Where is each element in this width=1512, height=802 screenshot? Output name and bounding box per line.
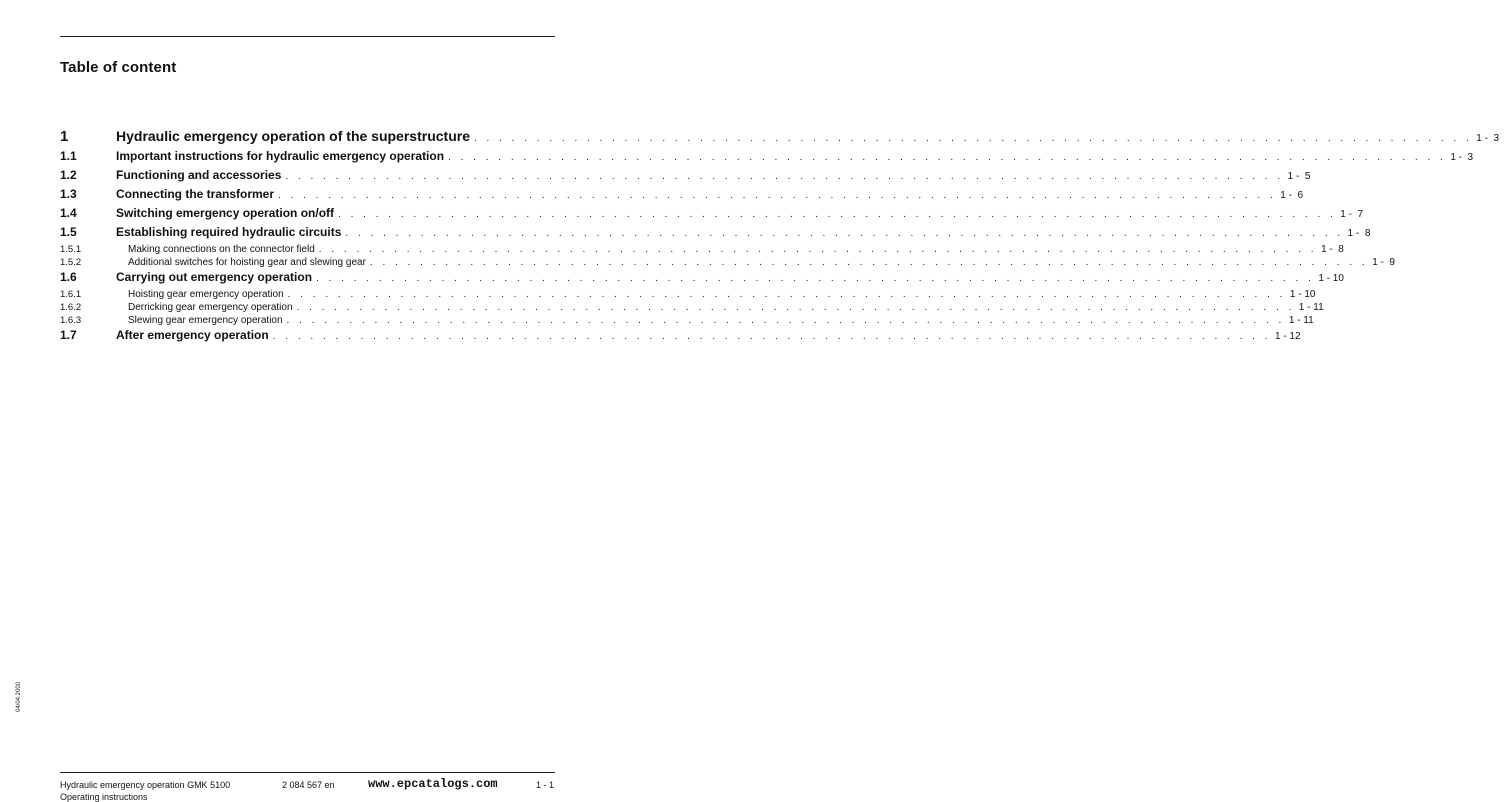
toc-entry-page: 1 - 11: [1298, 302, 1324, 313]
page-footer: [0, 772, 579, 802]
toc-dot-leader: . . . . . . . . . . . . . . . . . . . . . . . . . . . . . . . . . . . . . . . . . . . . . . . . . . . . . . . . . . . . . . . . . . . . . . . . . . . . . . . .: [448, 152, 1447, 163]
toc-entry[interactable]: [60, 289, 1316, 302]
toc-dot-leader: . . . . . . . . . . . . . . . . . . . . . . . . . . . . . . . . . . . . . . . . . . . . . . . . . . . . . . . . . . . . . . . . . . . . . . . . . . . . . . . .: [318, 244, 1318, 255]
toc-entry-number: 1.6: [60, 270, 77, 284]
toc-entry-page: 1 - 3: [1476, 133, 1500, 144]
toc-entry-title: Slewing gear emergency operation: [128, 315, 283, 326]
toc-entry-page: 1 - 11: [1288, 315, 1314, 326]
page-title: Table of content: [60, 59, 177, 76]
toc-entry[interactable]: [60, 149, 1474, 168]
toc-entry[interactable]: [60, 270, 1344, 289]
side-date-code: 04/04.2000: [16, 681, 22, 712]
toc-entry[interactable]: [60, 187, 1304, 206]
toc-entry-number: 1.6.1: [60, 289, 82, 300]
toc-entry-title: Hydraulic emergency operation of the superstructure: [116, 128, 470, 144]
toc-entry-number: 1.6.3: [60, 315, 82, 326]
toc-dot-leader: . . . . . . . . . . . . . . . . . . . . . . . . . . . . . . . . . . . . . . . . . . . . . . . . . . . . . . . . . . . . . . . . . . . . . . . . . . . . . . . .: [345, 228, 1344, 239]
toc-entry-title: Switching emergency operation on/off: [116, 206, 335, 220]
toc-entry-page: 1 - 9: [1372, 257, 1395, 268]
toc-dot-leader: . . . . . . . . . . . . . . . . . . . . . . . . . . . . . . . . . . . . . . . . . . . . . . . . . . . . . . . . . . . . . . . . . . . . . . . . . . . . . . . .: [473, 133, 1473, 144]
toc-entry-number: 1.5.2: [60, 257, 82, 268]
table-of-contents: [60, 124, 1500, 347]
toc-entry[interactable]: [60, 128, 1500, 149]
toc-entry-number: 1.2: [60, 168, 77, 182]
toc-entry-page: 1 - 10: [1289, 289, 1316, 300]
toc-dot-leader: . . . . . . . . . . . . . . . . . . . . . . . . . . . . . . . . . . . . . . . . . . . . . . . . . . . . . . . . . . . . . . . . . . . . . . . . . . . . . . . .: [272, 331, 1271, 342]
toc-entry-title: Making connections on the connector field: [128, 244, 315, 255]
toc-entry-page: 1 - 5: [1287, 171, 1311, 182]
toc-entry-title: Derricking gear emergency operation: [128, 302, 293, 313]
toc-entry-title: Functioning and accessories: [116, 168, 282, 182]
toc-entry[interactable]: [60, 206, 1364, 225]
toc-entry[interactable]: [60, 257, 1395, 270]
toc-entry-number: 1.3: [60, 187, 77, 201]
toc-entry[interactable]: [60, 328, 1301, 347]
toc-entry-number: 1.5.1: [60, 244, 82, 255]
toc-entry-title: Important instructions for hydraulic emergency operation: [116, 149, 445, 163]
toc-dot-leader: . . . . . . . . . . . . . . . . . . . . . . . . . . . . . . . . . . . . . . . . . . . . . . . . . . . . . . . . . . . . . . . . . . . . . . . . . . . . . . . .: [286, 315, 1285, 326]
toc-entry-page: 1 - 10: [1318, 273, 1344, 284]
toc-entry-title: Establishing required hydraulic circuits: [116, 225, 342, 239]
toc-dot-leader: . . . . . . . . . . . . . . . . . . . . . . . . . . . . . . . . . . . . . . . . . . . . . . . . . . . . . . . . . . . . . . . . . . . . . . . . . . . . . . . .: [296, 302, 1295, 313]
toc-dot-leader: . . . . . . . . . . . . . . . . . . . . . . . . . . . . . . . . . . . . . . . . . . . . . . . . . . . . . . . . . . . . . . . . . . . . . . . . . . . . . . . .: [285, 171, 1284, 182]
toc-entry-number: 1.5: [60, 225, 77, 239]
toc-entry-title: After emergency operation: [116, 328, 269, 342]
footer-website-watermark: www.epcatalogs.com: [368, 777, 498, 791]
toc-entry[interactable]: [60, 244, 1344, 257]
toc-entry-page: 1 - 3: [1450, 152, 1474, 163]
toc-entry[interactable]: [60, 315, 1314, 328]
toc-entry-page: 1 - 6: [1280, 190, 1304, 201]
toc-entry[interactable]: [60, 225, 1371, 244]
toc-dot-leader: . . . . . . . . . . . . . . . . . . . . . . . . . . . . . . . . . . . . . . . . . . . . . . . . . . . . . . . . . . . . . . . . . . . . . . . . . . . . . . . .: [369, 257, 1369, 268]
footer-manual-subtitle: Operating instructions: [60, 792, 148, 802]
toc-entry-page: 1 - 7: [1340, 209, 1364, 220]
toc-entry-title: Connecting the transformer: [116, 187, 275, 201]
toc-dot-leader: . . . . . . . . . . . . . . . . . . . . . . . . . . . . . . . . . . . . . . . . . . . . . . . . . . . . . . . . . . . . . . . . . . . . . . . . . . . . . . . .: [278, 190, 1277, 201]
toc-dot-leader: . . . . . . . . . . . . . . . . . . . . . . . . . . . . . . . . . . . . . . . . . . . . . . . . . . . . . . . . . . . . . . . . . . . . . . . . . . . . . . . .: [316, 273, 1315, 284]
toc-entry-page: 1 - 8: [1347, 228, 1371, 239]
toc-dot-leader: . . . . . . . . . . . . . . . . . . . . . . . . . . . . . . . . . . . . . . . . . . . . . . . . . . . . . . . . . . . . . . . . . . . . . . . . . . . . . . . .: [287, 289, 1286, 300]
footer-rule: [60, 772, 555, 773]
toc-dot-leader: . . . . . . . . . . . . . . . . . . . . . . . . . . . . . . . . . . . . . . . . . . . . . . . . . . . . . . . . . . . . . . . . . . . . . . . . . . . . . . . .: [338, 209, 1337, 220]
footer-page-number: 1 - 1: [536, 780, 555, 790]
footer-manual-title: Hydraulic emergency operation GMK 5100: [60, 780, 231, 790]
toc-entry-title: Hoisting gear emergency operation: [128, 289, 284, 300]
toc-entry-page: 1 - 12: [1274, 331, 1301, 342]
toc-entry-number: 1.1: [60, 149, 77, 163]
toc-entry-number: 1.6.2: [60, 302, 82, 313]
toc-entry-number: 1.7: [60, 328, 77, 342]
toc-entry[interactable]: [60, 168, 1311, 187]
toc-entry-number: 1.4: [60, 206, 77, 220]
toc-entry-number: 1: [60, 128, 69, 145]
toc-entry[interactable]: [60, 302, 1324, 315]
toc-entry-page: 1 - 8: [1321, 244, 1344, 255]
footer-document-number: 2 084 567 en: [282, 780, 335, 790]
top-rule: [60, 36, 555, 37]
toc-entry-title: Carrying out emergency operation: [116, 270, 313, 284]
toc-entry-title: Additional switches for hoisting gear and slewing gear: [128, 257, 366, 268]
